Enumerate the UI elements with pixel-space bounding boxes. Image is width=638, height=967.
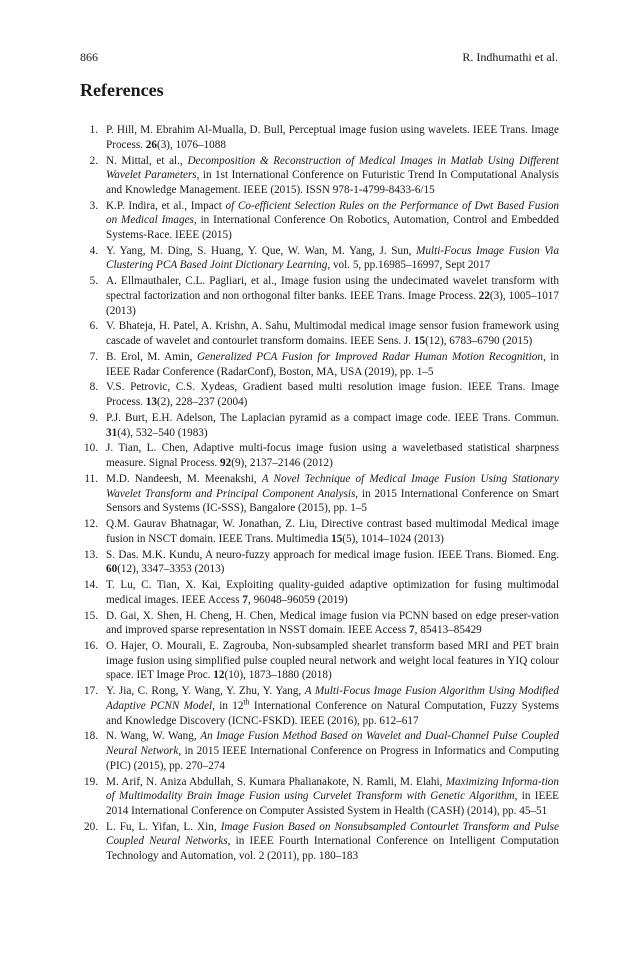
reference-text-segment: Y. Jia, C. Rong, Y. Wang, Y. Zhu, Y. Yang, (106, 685, 305, 698)
reference-item (80, 350, 559, 379)
reference-text-segment: (4), 532–540 (1983) (117, 426, 208, 439)
reference-text-segment: 15 (413, 335, 426, 348)
reference-text-segment: (12), 6783–6790 (2015) (425, 335, 533, 348)
reference-text-segment: 31 (106, 426, 118, 439)
reference-item (80, 517, 559, 546)
reference-text-segment: , in IEEE 2014 International Conference on Computer Assisted System in Health (CASH) (2014), pp. 45–51 (106, 790, 559, 817)
reference-text (106, 245, 559, 272)
reference-text-segment: , 96048–96059 (2019) (247, 593, 348, 606)
reference-text (106, 124, 559, 151)
reference-text (106, 442, 559, 469)
reference-item (80, 199, 559, 243)
reference-text-segment: J. Tian, L. Chen, Adaptive multi-focus image fusion using a waveletbased statistical sharpness measure. Signal Process. (106, 442, 559, 470)
reference-item (80, 380, 559, 409)
reference-number: 11. (84, 472, 98, 485)
reference-text (106, 549, 559, 576)
reference-text-segment: 13 (145, 396, 157, 409)
reference-text-segment: A. Ellmauthaler, C.L. Pagliari, et al., Image fusion using the undecimated wavelet transform with spectral factorization and non orthogonal filter banks. IEEE Trans. Image Process. (106, 275, 559, 302)
reference-text-segment: 7 (242, 593, 248, 606)
reference-item (80, 123, 559, 152)
reference-text-segment: (5), 1014–1024 (2013) (342, 532, 444, 545)
reference-number: 18. (84, 730, 98, 743)
reference-text-segment: International Conference on Natural Computation, Fuzzy Systems and Knowledge Discovery (ICNC-FSKD). IEEE (2016), pp. 612–617 (106, 699, 559, 727)
section-title: References (80, 80, 164, 100)
reference-number: 5. (89, 275, 98, 288)
reference-item (80, 684, 559, 728)
reference-text-segment: (12), 3347–3353 (2013) (117, 563, 225, 576)
reference-text (106, 685, 559, 726)
reference-item (80, 274, 559, 318)
reference-text (106, 610, 559, 637)
reference-text-segment: A Multi-Focus Image Fusion Algorithm Using Modified Adaptive PCNN Model (106, 685, 559, 712)
reference-text (106, 730, 559, 771)
reference-text (106, 320, 559, 347)
reference-number: 8. (89, 381, 98, 394)
reference-text (106, 821, 559, 862)
reference-item (80, 609, 559, 638)
reference-text-segment: , in 1st International Conference on Futuristic Trend In Computational Analysis and Knowledge Management. IEEE (2015). ISSN 978-1-4799-8433-6/15 (106, 169, 559, 196)
reference-text-segment: 15 (331, 532, 343, 545)
reference-text-segment: M. Arif, N. Aniza Abdullah, S. Kumara Phalianakote, N. Ramli, M. Elahi, (106, 775, 446, 788)
reference-text-segment: (3), 1076–1088 (156, 138, 226, 151)
reference-text (106, 579, 559, 606)
reference-number: 12. (84, 518, 98, 531)
reference-text-segment: M.D. Nandeesh, M. Meenakshi, (106, 472, 262, 485)
reference-item (80, 729, 559, 773)
reference-text (106, 275, 559, 316)
reference-text-segment: An Image Fusion Method Based on Wavelet and Dual-Channel Pulse Coupled Neural Network (106, 730, 559, 758)
reference-item (80, 639, 559, 683)
reference-number: 10. (84, 442, 98, 455)
reference-text-segment: of Co-efficient Selection Rules on the Performance of Dwt Based Fusion on Medical Images (106, 199, 560, 227)
reference-text-segment: O. Hajer, O. Mourali, E. Zagrouba, Non-subsampled shearlet transform based MRI and PET brain image fusion using simplified pulse coupled neural network and weight local features in YIQ colour space. IET Image Proc. (106, 640, 559, 682)
reference-text-segment: Y. Yang, M. Ding, S. Huang, Y. Que, W. Wan, M. Yang, J. Sun, (106, 244, 417, 257)
reference-text-segment: P.J. Burt, E.H. Adelson, The Laplacian pyramid as a compact image code. IEEE Trans. Commun. (106, 411, 559, 424)
reference-text-segment: 60 (106, 563, 118, 576)
reference-number: 14. (84, 579, 98, 592)
reference-item (80, 820, 559, 864)
reference-text-segment: Image Fusion Based on Nonsubsampled Contourlet Transform and Pulse Coupled Neural Networks (106, 820, 559, 848)
reference-text-segment: , in 2015 International Conference on Smart Sensors and Systems (IC-SSS), Bangalore (2015), pp. 1–5 (106, 487, 559, 515)
reference-text-segment: , in 2015 IEEE International Conference on Progress in Informatics and Computing (PIC) (2015), pp. 270–274 (106, 745, 559, 772)
reference-number: 3. (89, 199, 98, 212)
reference-text-segment: Q.M. Gaurav Bhatnagar, W. Jonathan, Z. Liu, Directive contrast based multimodal Medical image fusion in NSCT domain. IEEE Trans. Multimedia (106, 518, 559, 545)
reference-text-segment: , in IEEE Fourth International Conference on Intelligent Computation Technology and Automation, vol. 2 (2011), pp. 180–183 (106, 835, 559, 863)
reference-text-segment: Multi-Focus Image Fusion Via Clustering PCA Based Joint Dictionary Learning (106, 244, 559, 272)
reference-text (106, 200, 559, 241)
reference-text-segment: S. Das. M.K. Kundu, A neuro-fuzzy approach for medical image fusion. IEEE Trans. Biomed. Eng. (106, 548, 559, 561)
running-head: R. Indhumathi et al. (462, 50, 558, 64)
reference-text-segment: , in International Conference On Robotics, Automation, Control and Embedded Systems-Race. IEEE (2015) (106, 214, 560, 241)
reference-number: 15. (84, 609, 98, 622)
reference-text-segment: 7 (409, 624, 415, 637)
reference-text-segment: th (243, 697, 250, 707)
reference-text-segment: Generalized PCA Fusion for Improved Radar Human Motion Recognition (196, 350, 543, 363)
reference-text-segment: N. Wang, W. Wang, (106, 730, 201, 743)
reference-number: 7. (89, 350, 98, 363)
reference-text-segment: 92 (220, 457, 232, 470)
reference-text-segment: , 85413–85429 (414, 624, 482, 637)
reference-text (106, 351, 559, 378)
reference-item (80, 472, 559, 516)
reference-text-segment: T. Lu, C. Tian, X. Kai, Exploiting quality-guided adaptive optimization for fusing multimodal medical images. IEEE Access (106, 579, 559, 606)
reference-text-segment: Maximizing Informa-tion of Multimodality Brain Image Fusion using Curvelet Transform with Genetic Algorithm (106, 775, 559, 803)
reference-text (106, 776, 559, 817)
reference-number: 2. (89, 154, 98, 167)
reference-text (106, 381, 559, 408)
reference-text (106, 412, 559, 439)
reference-text (106, 640, 559, 681)
reference-text-segment: , in IEEE Radar Conference (RadarConf), Boston, MA, USA (2019), pp. 1–5 (106, 350, 559, 378)
reference-item (80, 411, 559, 440)
reference-text-segment: K.P. Indira, et al., Impact (106, 199, 226, 212)
reference-text-segment: A Novel Technique of Medical Image Fusion Using Stationary Wavelet Transform and Principal Component Analysis (106, 472, 559, 500)
reference-number: 19. (84, 775, 98, 788)
reference-text (106, 473, 559, 514)
page-number: 866 (80, 50, 98, 64)
reference-text-segment: V.S. Petrovic, C.S. Xydeas, Gradient based multi resolution image fusion. IEEE Trans. Image Process. (106, 381, 559, 409)
reference-text-segment: V. Bhateja, H. Patel, A. Krishn, A. Sahu, Multimodal medical image sensor fusion framework using cascade of wavelet and contourlet transform domains. IEEE Sens. J. (106, 320, 559, 348)
reference-text-segment: (2), 228–237 (2004) (156, 396, 248, 409)
reference-list (80, 123, 559, 865)
reference-text-segment: , in 12 (212, 699, 244, 712)
reference-text-segment: , vol. 5, pp.16985–16997, Sept 2017 (327, 259, 491, 272)
reference-number: 9. (89, 411, 98, 424)
reference-item (80, 548, 559, 577)
reference-item (80, 441, 559, 470)
reference-number: 4. (89, 244, 98, 257)
reference-text-segment: B. Erol, M. Amin, (106, 350, 197, 363)
reference-text-segment: 26 (145, 138, 157, 151)
reference-number: 13. (84, 548, 98, 561)
reference-text-segment: 22 (478, 289, 490, 302)
reference-text-segment: 12 (213, 669, 225, 682)
reference-text-segment: P. Hill, M. Ebrahim Al-Mualla, D. Bull, Perceptual image fusion using wavelets. IEEE Trans. Image Process. (106, 124, 559, 151)
reference-number: 16. (84, 640, 98, 653)
reference-number: 6. (89, 320, 98, 333)
reference-text-segment: Decomposition & Reconstruction of Medical Images in Matlab Using Different Wavelet Parameters (106, 154, 560, 182)
reference-text (106, 155, 559, 196)
reference-text (106, 518, 559, 545)
reference-number: 17. (84, 685, 98, 698)
reference-item (80, 154, 559, 198)
reference-item (80, 319, 559, 348)
reference-text-segment: (3), 1005–1017 (2013) (106, 289, 559, 317)
reference-text-segment: D. Gai, X. Shen, H. Cheng, H. Chen, Medical image fusion via PCNN based on edge preser-vation and improved sparse representation in NSST domain. IEEE Access (106, 609, 559, 637)
reference-text-segment: (9), 2137–2146 (2012) (231, 457, 333, 470)
reference-text-segment: L. Fu, L. Yifan, L. Xin, (106, 820, 221, 833)
reference-number: 1. (89, 124, 98, 136)
reference-text-segment: (10), 1873–1880 (2018) (224, 669, 332, 682)
reference-item (80, 578, 559, 607)
reference-item (80, 775, 559, 819)
reference-number: 20. (84, 820, 98, 833)
reference-item (80, 244, 559, 273)
reference-text-segment: N. Mittal, et al., (106, 154, 188, 167)
